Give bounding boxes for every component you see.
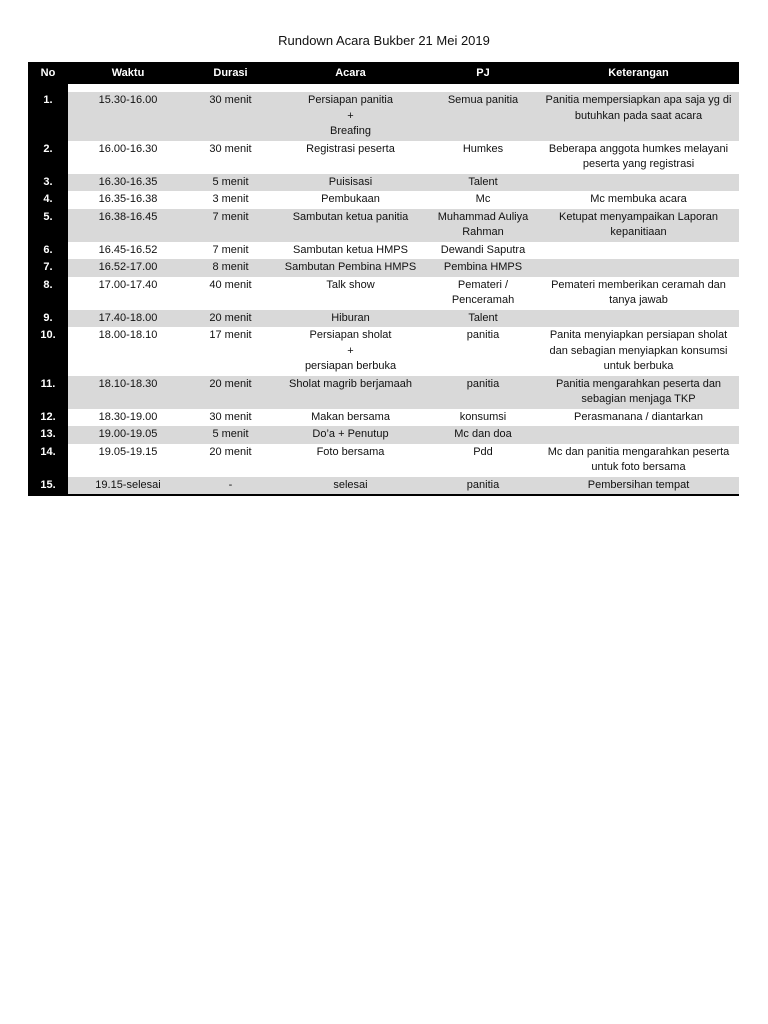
cell-durasi: 5 menit xyxy=(188,174,273,192)
cell-keterangan: Panitia mempersiapkan apa saja yg di butuhkan pada saat acara xyxy=(538,92,739,141)
cell-durasi: 30 menit xyxy=(188,92,273,141)
cell-acara: selesai xyxy=(273,477,428,496)
cell-acara: Registrasi peserta xyxy=(306,142,395,155)
cell-keterangan: Panitia mengarahkan peserta dan sebagian menjaga TKP xyxy=(538,376,739,409)
cell-waktu: 19.05-19.15 xyxy=(98,445,158,458)
cell-acara: Talk show xyxy=(326,278,375,291)
cell-no: 4. xyxy=(28,191,68,209)
cell-waktu: 16.38-16.45 xyxy=(68,209,188,242)
cell-waktu: 18.30-19.00 xyxy=(98,410,158,423)
cell-waktu: 16.45-16.52 xyxy=(98,243,158,256)
cell-acara: Pembukaan xyxy=(321,193,380,205)
header-spacer xyxy=(28,84,739,92)
cell-acara: Sambutan Pembina HMPS xyxy=(273,259,428,277)
table-row xyxy=(28,92,739,141)
table-row xyxy=(28,209,739,242)
cell-waktu: 19.00-19.05 xyxy=(68,426,188,444)
table-row xyxy=(28,426,739,444)
cell-waktu: 17.00-17.40 xyxy=(98,278,158,291)
cell-durasi: 40 menit xyxy=(209,278,252,291)
cell-durasi: 30 menit xyxy=(209,410,252,423)
cell-acara: Hiburan xyxy=(273,310,428,328)
cell-no: 9. xyxy=(28,310,68,328)
cell-acara: Persiapan panitia + Breafing xyxy=(273,92,428,141)
table-row xyxy=(28,327,739,376)
cell-keterangan: Ketupat menyampaikan Laporan kepanitiaan xyxy=(538,209,739,242)
cell-pj: panitia xyxy=(466,329,500,341)
cell-keterangan: Perasmanana / diantarkan xyxy=(573,410,704,423)
cell-waktu: 16.35-16.38 xyxy=(98,193,158,205)
cell-pj: panitia xyxy=(428,477,538,496)
cell-durasi: 7 menit xyxy=(212,243,249,256)
cell-acara: Makan bersama xyxy=(311,410,390,423)
cell-keterangan: Panita menyiapkan persiapan sholat dan sebagian menyiapkan konsumsi untuk berbuka xyxy=(549,329,728,372)
header-pj: PJ xyxy=(428,62,538,84)
cell-durasi: 17 menit xyxy=(209,329,252,341)
cell-waktu: 18.00-18.10 xyxy=(98,329,158,341)
cell-durasi: 30 menit xyxy=(209,142,252,155)
table-row xyxy=(28,477,739,496)
cell-pj: Mc dan doa xyxy=(428,426,538,444)
rundown-table xyxy=(28,62,739,496)
header-keterangan: Keterangan xyxy=(538,62,739,84)
cell-no: 10. xyxy=(28,327,68,376)
cell-durasi: 20 menit xyxy=(188,310,273,328)
cell-pj: Pemateri / Penceramah xyxy=(451,278,515,306)
table-row xyxy=(28,174,739,192)
cell-pj: Semua panitia xyxy=(428,92,538,141)
cell-no: 11. xyxy=(28,376,68,409)
cell-pj: Humkes xyxy=(462,142,504,155)
table-row xyxy=(28,409,739,427)
cell-keterangan xyxy=(538,242,739,260)
cell-no: 14. xyxy=(28,444,68,477)
cell-acara: Sambutan ketua panitia xyxy=(273,209,428,242)
cell-acara: Do’a + Penutup xyxy=(273,426,428,444)
header-waktu: Waktu xyxy=(68,62,188,84)
cell-durasi: 20 menit xyxy=(188,376,273,409)
cell-keterangan: Pemateri memberikan ceramah dan tanya jawab xyxy=(551,278,726,306)
cell-no: 7. xyxy=(28,259,68,277)
table-row xyxy=(28,310,739,328)
cell-waktu: 19.15-selesai xyxy=(68,477,188,496)
cell-no: 1. xyxy=(28,92,68,141)
cell-no: 13. xyxy=(28,426,68,444)
table-row xyxy=(28,242,739,260)
cell-pj: Pembina HMPS xyxy=(428,259,538,277)
table-row xyxy=(28,376,739,409)
cell-durasi: 5 menit xyxy=(188,426,273,444)
cell-pj: Muhammad Auliya Rahman xyxy=(428,209,538,242)
cell-waktu: 16.30-16.35 xyxy=(68,174,188,192)
cell-durasi: - xyxy=(188,477,273,496)
cell-waktu: 18.10-18.30 xyxy=(68,376,188,409)
cell-pj: konsumsi xyxy=(459,410,507,423)
cell-keterangan: Pembersihan tempat xyxy=(538,477,739,496)
table-row xyxy=(28,259,739,277)
cell-keterangan: Beberapa anggota humkes melayani peserta yang registrasi xyxy=(548,142,729,170)
cell-keterangan xyxy=(538,310,739,328)
cell-waktu: 17.40-18.00 xyxy=(68,310,188,328)
table-row xyxy=(28,277,739,310)
table-row xyxy=(28,444,739,477)
cell-no: 6. xyxy=(28,242,68,260)
cell-no: 5. xyxy=(28,209,68,242)
cell-durasi: 3 menit xyxy=(212,193,249,205)
cell-no: 15. xyxy=(28,477,68,496)
header-no: No xyxy=(28,62,68,84)
cell-pj: Pdd xyxy=(473,445,493,458)
cell-no: 12. xyxy=(28,409,68,427)
cell-acara: Sambutan ketua HMPS xyxy=(293,243,408,256)
cell-pj: Mc xyxy=(475,193,491,205)
cell-keterangan xyxy=(538,174,739,192)
cell-no: 2. xyxy=(28,141,68,174)
cell-acara: Sholat magrib berjamaah xyxy=(273,376,428,409)
table-row xyxy=(28,191,739,209)
table-header-row xyxy=(28,62,739,84)
cell-acara: Foto bersama xyxy=(316,445,385,458)
cell-keterangan: Mc dan panitia mengarahkan peserta untuk foto bersama xyxy=(547,445,730,473)
cell-waktu: 15.30-16.00 xyxy=(68,92,188,141)
cell-waktu: 16.00-16.30 xyxy=(98,142,158,155)
cell-waktu: 16.52-17.00 xyxy=(68,259,188,277)
cell-acara: Puisisasi xyxy=(273,174,428,192)
cell-keterangan: Mc membuka acara xyxy=(590,193,687,205)
cell-no: 3. xyxy=(28,174,68,192)
cell-durasi: 20 menit xyxy=(209,445,252,458)
cell-pj: Talent xyxy=(428,310,538,328)
cell-durasi: 8 menit xyxy=(188,259,273,277)
cell-keterangan xyxy=(538,259,739,277)
cell-durasi: 7 menit xyxy=(188,209,273,242)
cell-pj: Dewandi Saputra xyxy=(440,243,526,256)
cell-keterangan xyxy=(538,426,739,444)
table-row xyxy=(28,141,739,174)
cell-no: 8. xyxy=(28,277,68,310)
header-acara: Acara xyxy=(273,62,428,84)
header-durasi: Durasi xyxy=(188,62,273,84)
cell-pj: Talent xyxy=(428,174,538,192)
cell-pj: panitia xyxy=(428,376,538,409)
page-title: Rundown Acara Bukber 21 Mei 2019 xyxy=(278,33,490,48)
cell-acara: Persiapan sholat + persiapan berbuka xyxy=(304,329,397,372)
